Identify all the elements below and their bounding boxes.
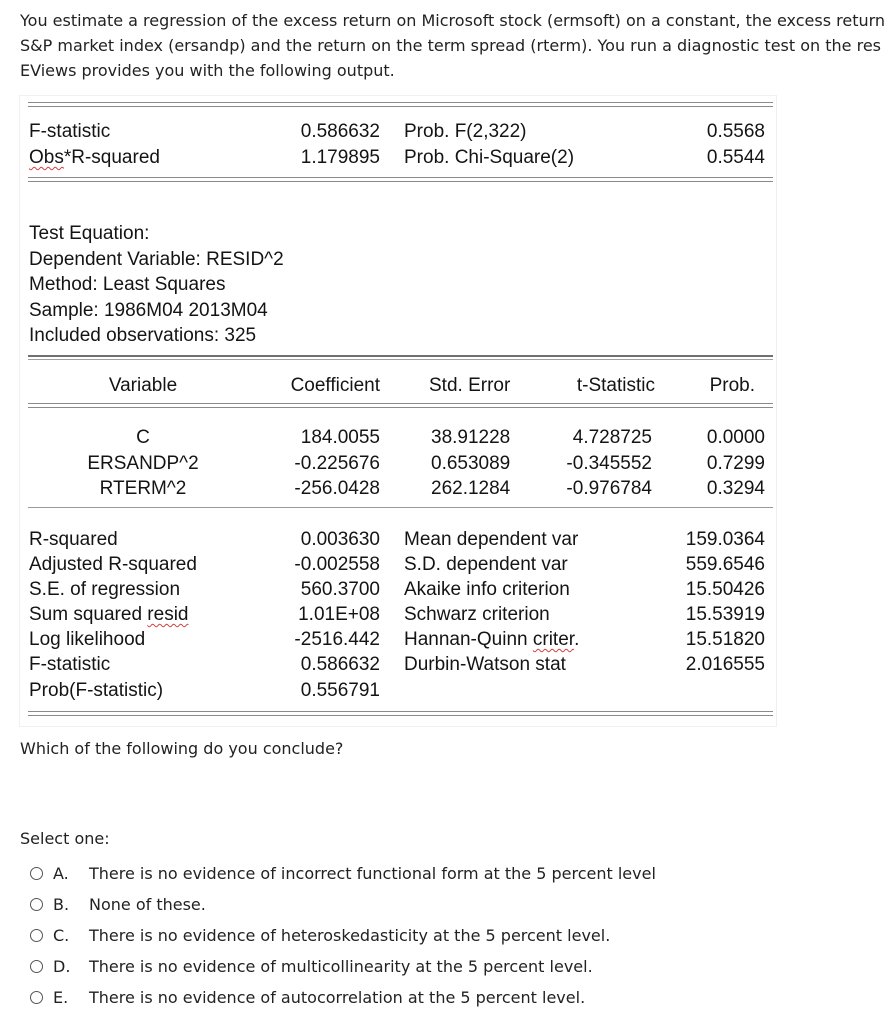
summary-value: 1.01E+08 xyxy=(298,604,380,625)
stat-label-part: *R-squared xyxy=(63,147,160,168)
option-letter: A. xyxy=(53,864,69,883)
question-line: S&P market index (ersandp) and the return on the term spread (rterm). You run a diagnostic test on the res xyxy=(20,36,882,55)
summary-label: Log likelihood xyxy=(29,629,146,650)
summary-label: F-statistic xyxy=(29,654,111,675)
summary-label-2: Mean dependent var xyxy=(404,529,579,550)
coefficient: -256.0428 xyxy=(294,478,380,499)
summary-label-part: . xyxy=(574,629,580,650)
option-letter: C. xyxy=(53,926,70,945)
summary-value: -0.002558 xyxy=(294,554,380,575)
eviews-output-panel xyxy=(20,96,776,726)
answer-options xyxy=(30,858,656,1013)
t-statistic: 4.728725 xyxy=(572,427,652,448)
variable-name: RTERM^2 xyxy=(99,478,187,499)
option-d[interactable] xyxy=(30,951,656,982)
stat-value: 1.179895 xyxy=(300,147,380,168)
radio-button[interactable] xyxy=(30,991,43,1004)
summary-value-2: 159.0364 xyxy=(685,529,765,550)
test-info-line: Test Equation: xyxy=(29,223,150,244)
radio-button[interactable] xyxy=(30,960,43,973)
t-statistic: -0.345552 xyxy=(566,453,652,474)
column-header: Prob. xyxy=(709,375,755,396)
column-header: Variable xyxy=(108,375,178,396)
summary-label: Adjusted R-squared xyxy=(29,554,197,575)
option-letter: B. xyxy=(53,895,70,914)
summary-label-part: resid xyxy=(147,604,189,625)
option-text[interactable]: None of these. xyxy=(89,895,206,914)
column-header: Coefficient xyxy=(290,375,380,396)
stat-prob: 0.5544 xyxy=(706,147,765,168)
t-statistic: -0.976784 xyxy=(566,478,652,499)
summary-value: 560.3700 xyxy=(300,579,380,600)
radio-button[interactable] xyxy=(30,929,43,942)
test-info-line: Sample: 1986M04 2013M04 xyxy=(29,300,268,321)
summary-value-2: 2.016555 xyxy=(685,654,765,675)
variable-name: C xyxy=(136,427,150,448)
summary-value-2: 15.50426 xyxy=(685,579,765,600)
std-error: 0.653089 xyxy=(431,453,511,474)
question-line: You estimate a regression of the excess return on Microsoft stock (ermsoft) on a constant, the excess return xyxy=(20,11,886,30)
select-one-label: Select one: xyxy=(20,829,110,848)
table-rule xyxy=(28,403,773,408)
column-header: t-Statistic xyxy=(576,375,655,396)
prob: 0.7299 xyxy=(706,453,765,474)
prob: 0.3294 xyxy=(706,478,765,499)
table-rule xyxy=(28,102,773,107)
stat-value: 0.586632 xyxy=(300,121,380,142)
summary-value-2: 15.53919 xyxy=(685,604,765,625)
summary-value: 0.003630 xyxy=(300,529,380,550)
summary-value: -2516.442 xyxy=(294,629,380,650)
summary-label-part: Hannan-Quinn xyxy=(404,629,533,650)
option-e[interactable] xyxy=(30,982,656,1013)
table-rule xyxy=(28,177,773,182)
summary-value-2: 15.51820 xyxy=(685,629,765,650)
summary-label-2 xyxy=(404,629,579,651)
summary-label: R-squared xyxy=(29,529,118,550)
stat-prob: 0.5568 xyxy=(706,121,765,142)
stat-label: F-statistic xyxy=(29,121,111,142)
summary-label xyxy=(29,604,188,626)
option-a[interactable] xyxy=(30,858,656,889)
option-text[interactable]: There is no evidence of heteroskedasticity at the 5 percent level. xyxy=(89,926,611,945)
option-letter: D. xyxy=(53,957,71,976)
summary-label: S.E. of regression xyxy=(29,579,181,600)
question-line: EViews provides you with the following output. xyxy=(20,61,395,80)
summary-value-2: 559.6546 xyxy=(685,554,765,575)
option-text[interactable]: There is no evidence of autocorrelation at the 5 percent level. xyxy=(89,988,586,1007)
summary-label-part: Sum squared xyxy=(29,604,148,625)
option-b[interactable] xyxy=(30,889,656,920)
summary-label-2: Durbin-Watson stat xyxy=(404,654,566,675)
stat-prob-label: Prob. F(2,322) xyxy=(404,121,527,142)
stat-label-part: Obs xyxy=(29,147,64,168)
question-text xyxy=(20,8,889,83)
summary-value: 0.556791 xyxy=(300,680,380,701)
stat-label xyxy=(29,147,160,169)
test-info-line: Included observations: 325 xyxy=(29,325,257,346)
std-error: 262.1284 xyxy=(431,478,511,499)
option-letter: E. xyxy=(53,988,69,1007)
option-c[interactable] xyxy=(30,920,656,951)
summary-label-part: criter xyxy=(532,629,575,650)
prob: 0.0000 xyxy=(706,427,765,448)
summary-label-2: Schwarz criterion xyxy=(404,604,550,625)
table-rule xyxy=(28,507,773,508)
std-error: 38.91228 xyxy=(431,427,511,448)
summary-value: 0.586632 xyxy=(300,654,380,675)
option-text[interactable]: There is no evidence of multicollinearity at the 5 percent level. xyxy=(89,957,593,976)
coefficient: -0.225676 xyxy=(294,453,380,474)
column-header: Std. Error xyxy=(429,375,511,396)
stat-prob-label: Prob. Chi-Square(2) xyxy=(404,147,575,168)
option-text[interactable]: There is no evidence of incorrect functional form at the 5 percent level xyxy=(89,864,656,883)
coefficient: 184.0055 xyxy=(300,427,380,448)
question-prompt: Which of the following do you conclude? xyxy=(20,739,344,758)
radio-button[interactable] xyxy=(30,867,43,880)
table-rule xyxy=(28,711,773,716)
test-info-line: Dependent Variable: RESID^2 xyxy=(29,249,284,270)
test-info-line: Method: Least Squares xyxy=(29,274,226,295)
radio-button[interactable] xyxy=(30,898,43,911)
summary-label: Prob(F-statistic) xyxy=(29,680,164,701)
summary-label-2: Akaike info criterion xyxy=(404,579,570,600)
table-rule xyxy=(28,355,773,360)
summary-label-2: S.D. dependent var xyxy=(404,554,568,575)
variable-name: ERSANDP^2 xyxy=(87,453,199,474)
